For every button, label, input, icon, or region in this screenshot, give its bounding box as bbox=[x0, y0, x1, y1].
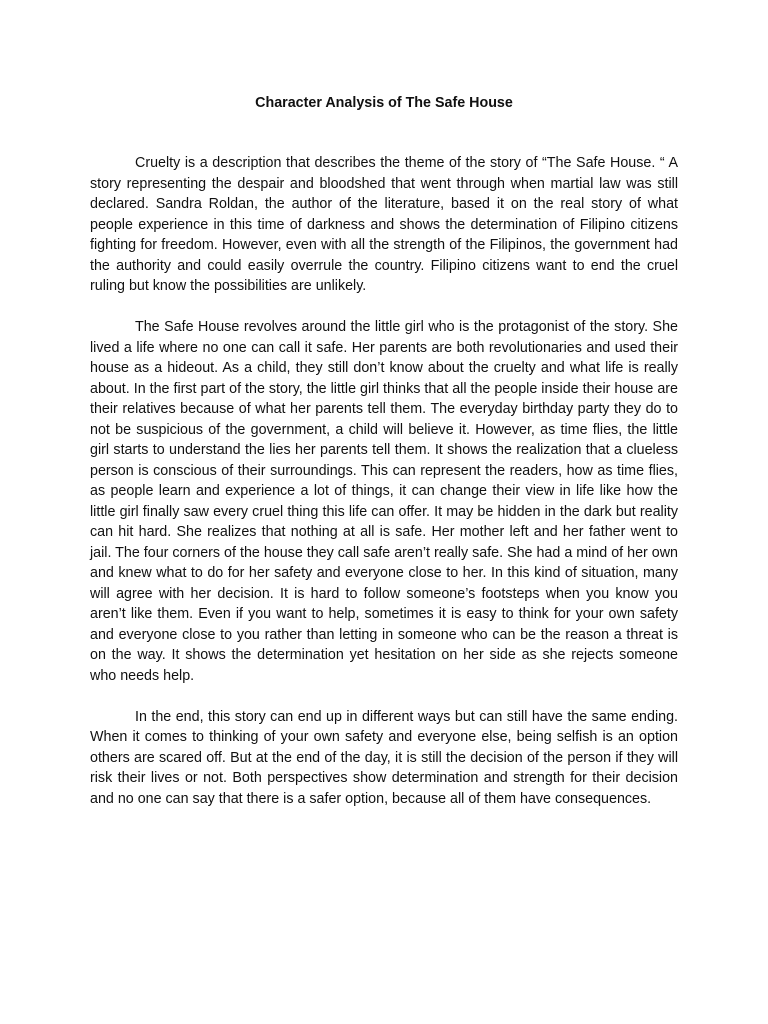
paragraph-2: The Safe House revolves around the little girl who is the protagonist of the story. She lived a life where no one can call it safe. Her parents are both revolutionaries and used their house as a hideout. As a child, they still don’t know about the cruelty and what life is really about. In the first part of the story, the little girl thinks that all the people inside their house are their relatives because of what her parents tell them. The everyday birthday party they do to not be suspicious of the government, a child will believe it. However, as time flies, the little girl starts to understand the lies her parents tell them. It shows the realization that a clueless person is conscious of their surroundings. This can represent the readers, how as time flies, as people learn and experience a lot of things, it can change their view in life like how the little girl finally saw every cruel thing this life can offer. It may be hidden in the dark but reality can hit hard. She realizes that nothing at all is safe. Her mother left and her father went to jail. The four corners of the house they call safe aren’t really safe. She had a mind of her own and knew what to do for her safety and everyone close to her. In this kind of situation, many will agree with her decision. It is hard to follow someone’s footsteps when you know you aren’t like them. Even if you want to help, sometimes it is easy to think for your own safety and everyone close to you rather than letting in someone who can be the reason a threat is on the way. It shows the determination yet hesitation on her side as she rejects someone who needs help. bbox=[90, 319, 678, 684]
paragraph-1: Cruelty is a description that describes the theme of the story of “The Safe House. “ A story representing the despair and bloodshed that went through when martial law was still declared. Sandra Roldan, the author of the literature, based it on the real story of what people experience in this time of darkness and shows the determination of Filipino citizens fighting for freedom. However, even with all the strength of the Filipinos, the government had the authority and could easily overrule the country. Filipino citizens want to end the cruel ruling but know the possibilities are unlikely. bbox=[90, 155, 678, 294]
paragraph-3: In the end, this story can end up in different ways but can still have the same ending. When it comes to thinking of your own safety and everyone else, being selfish is an option others are scared off. But at the end of the day, it is still the decision of the person if they will risk their lives or not. Both perspectives show determination and strength for their decision and no one can say that there is a safer option, because all of them have consequences. bbox=[90, 708, 678, 807]
document-body bbox=[90, 153, 678, 830]
document-title: Character Analysis of The Safe House bbox=[255, 95, 513, 111]
